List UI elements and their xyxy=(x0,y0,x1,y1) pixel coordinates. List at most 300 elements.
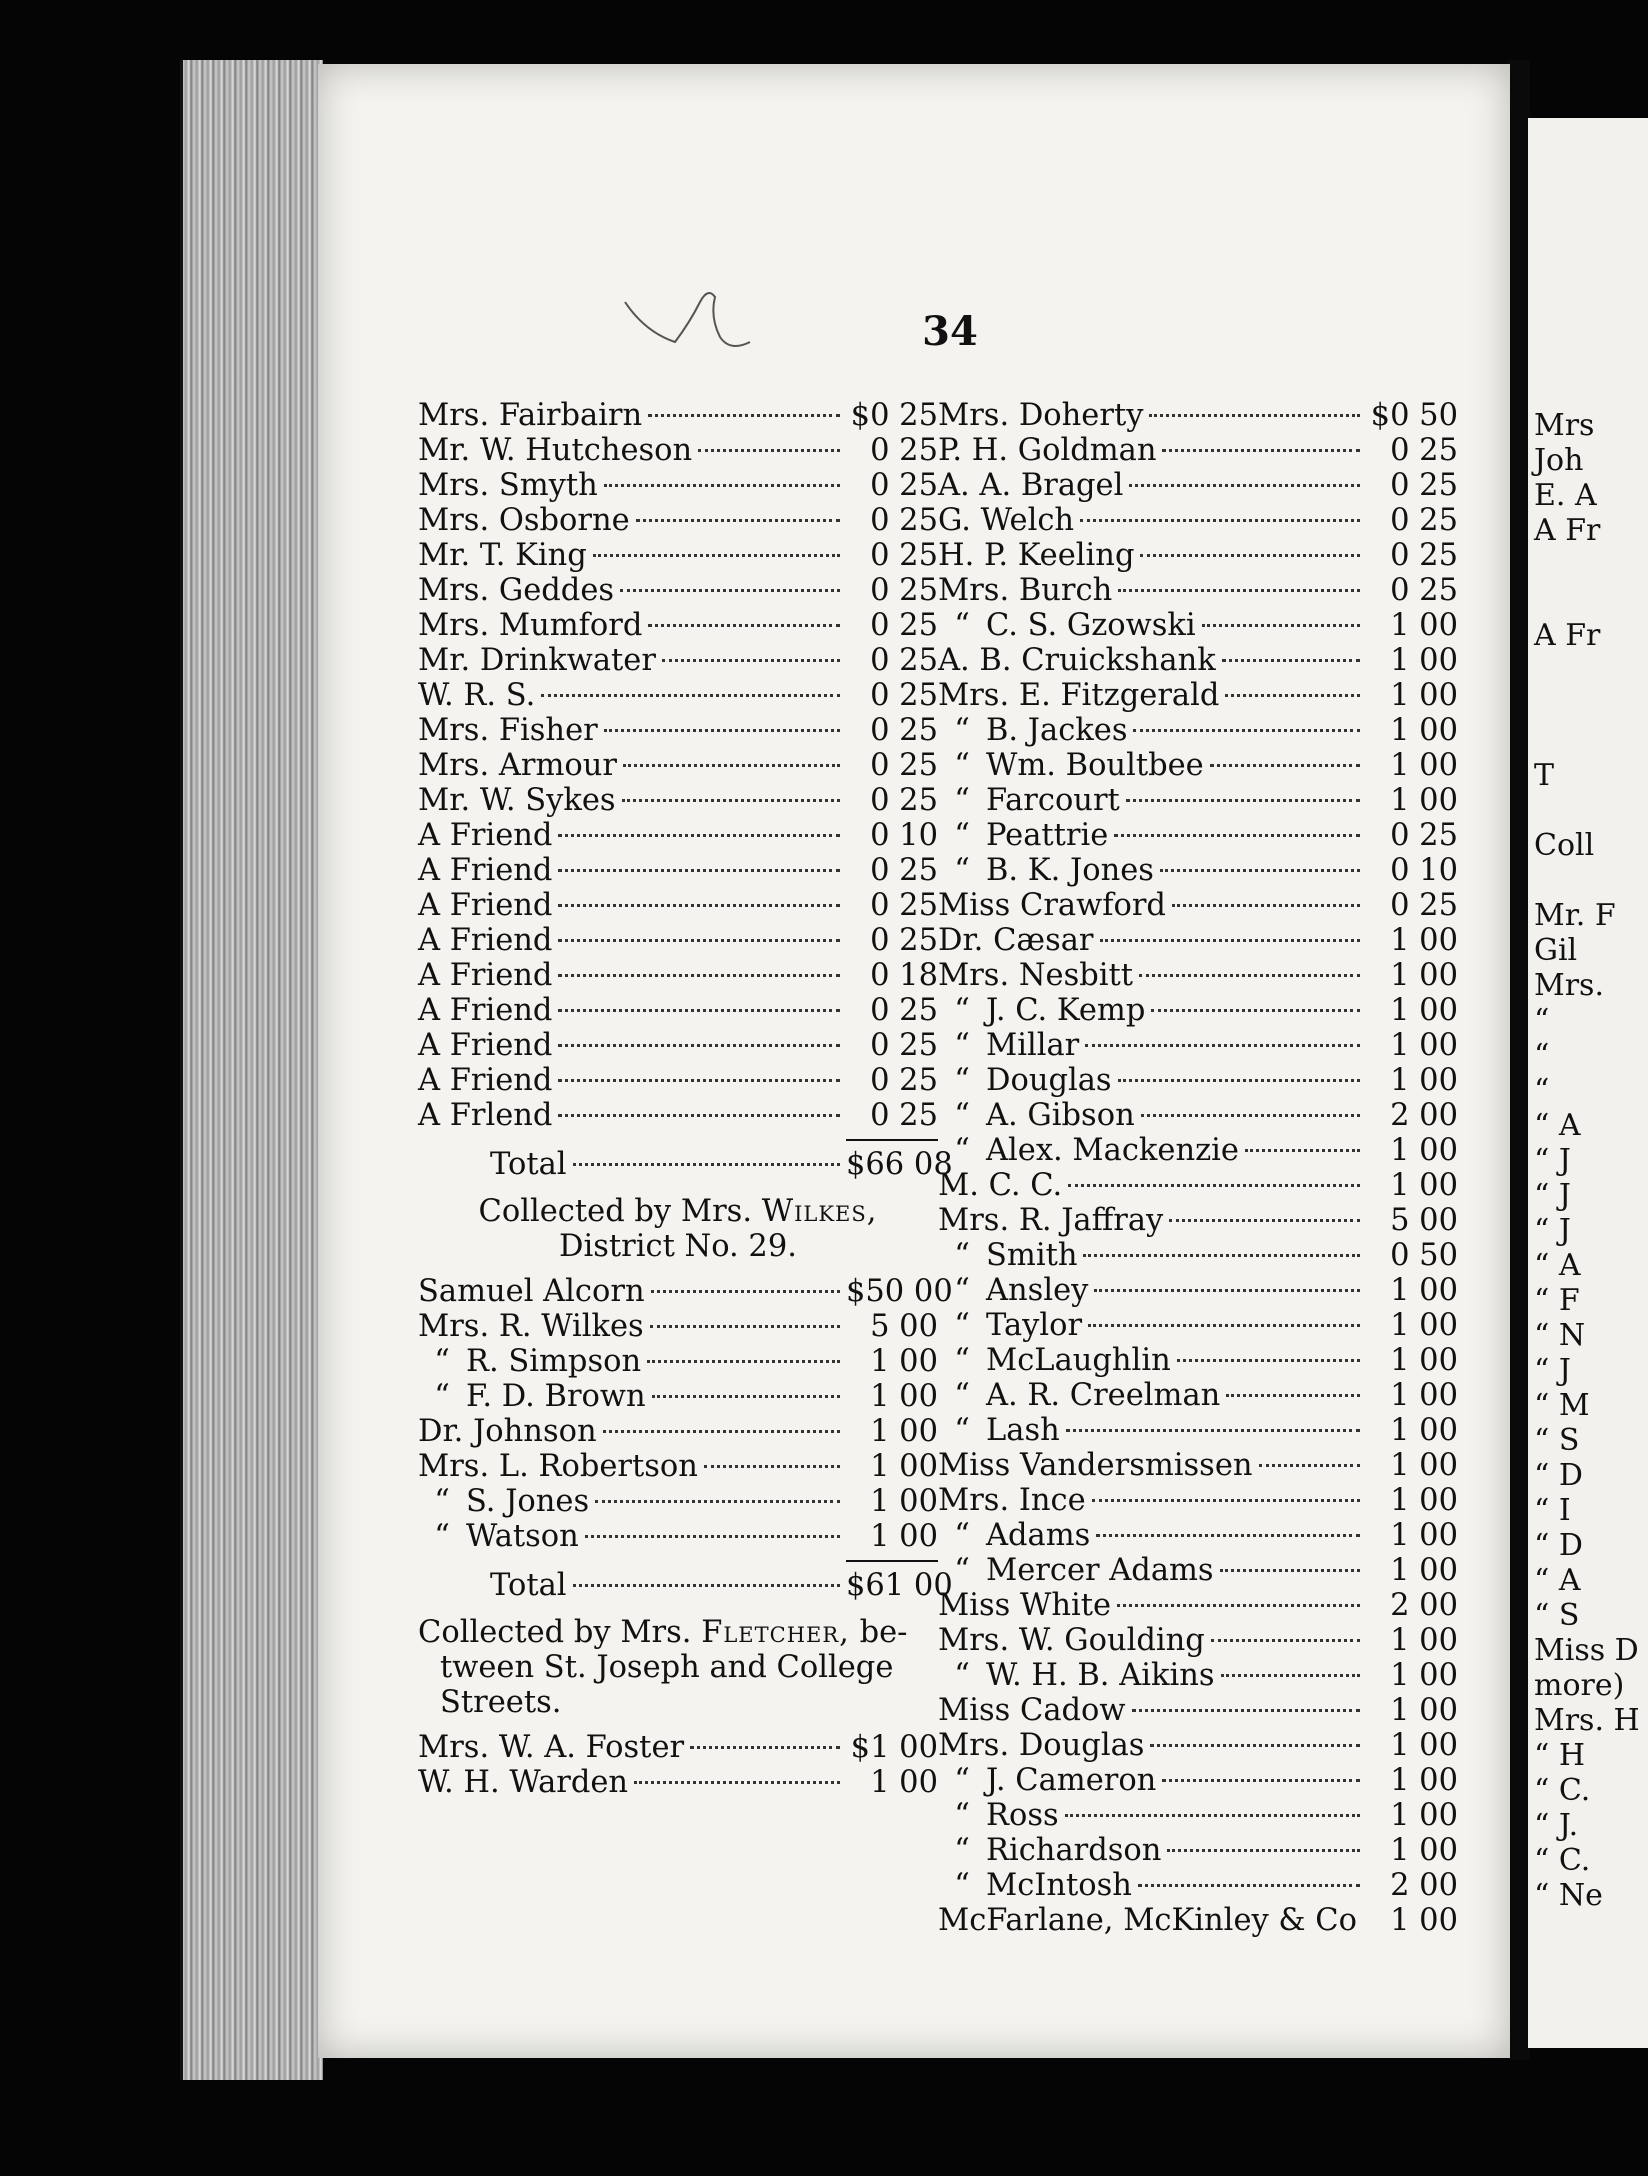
facing-page-line xyxy=(1528,653,1648,688)
entry-row xyxy=(938,1658,1458,1693)
entry-row xyxy=(418,433,938,468)
leader-dots xyxy=(541,694,840,697)
donation-amount: 0 25 xyxy=(870,783,938,818)
total-amount: $61 00 xyxy=(846,1568,953,1603)
donor-name: Mrs. Geddes xyxy=(418,573,615,608)
fletcher-list xyxy=(418,1730,938,1800)
donation-amount: 0 25 xyxy=(870,643,938,678)
donation-amount: 1 00 xyxy=(870,1414,938,1449)
donation-amount: 1 00 xyxy=(1390,1903,1458,1938)
ditto-mark: “ xyxy=(954,1028,970,1063)
entry-row xyxy=(938,1413,1458,1448)
donor-name: Dr. Johnson xyxy=(418,1414,597,1449)
ditto-mark: “ xyxy=(954,993,970,1028)
donor-name: Millar xyxy=(986,1028,1080,1063)
ditto-mark: “ xyxy=(954,1273,970,1308)
donation-amount: 0 18 xyxy=(870,958,938,993)
leader-dots xyxy=(558,1079,840,1082)
donation-amount: 1 00 xyxy=(1390,643,1458,678)
entry-row xyxy=(938,1588,1458,1623)
entry-row xyxy=(938,538,1458,573)
leader-dots xyxy=(1117,1604,1360,1607)
donor-name: Miss Cadow xyxy=(938,1693,1126,1728)
donor-name: A Friend xyxy=(418,1028,553,1063)
donation-amount: 1 00 xyxy=(1390,1343,1458,1378)
donor-name: A Friend xyxy=(418,923,553,958)
entry-row xyxy=(938,1028,1458,1063)
donation-amount: 1 00 xyxy=(870,1379,938,1414)
donation-amount: 1 00 xyxy=(1390,1693,1458,1728)
book-gutter xyxy=(1508,60,1530,2060)
facing-page-line: “ J xyxy=(1534,1143,1571,1178)
section-heading-wilkes xyxy=(418,1182,938,1274)
leader-dots xyxy=(1118,589,1360,592)
facing-page-line: “ Ne xyxy=(1534,1878,1603,1913)
leader-dots xyxy=(1140,554,1360,557)
leader-dots xyxy=(558,1009,840,1012)
donor-name: Ross xyxy=(986,1798,1059,1833)
ditto-mark: “ xyxy=(954,1063,970,1098)
entry-row xyxy=(418,1028,938,1063)
donor-name: Mrs. R. Wilkes xyxy=(418,1309,644,1344)
entry-row xyxy=(938,1133,1458,1168)
entry-row xyxy=(938,643,1458,678)
facing-page-line xyxy=(1528,793,1648,828)
leader-dots xyxy=(651,1290,840,1293)
donation-amount: 0 25 xyxy=(1390,503,1458,538)
entry-row xyxy=(418,818,938,853)
entry-row xyxy=(418,1309,938,1344)
leader-dots xyxy=(593,554,840,557)
ditto-mark: “ xyxy=(954,748,970,783)
leader-dots xyxy=(1162,1779,1360,1782)
facing-page-line: “ F xyxy=(1534,1283,1580,1318)
facing-page-line xyxy=(1528,688,1648,723)
entry-row xyxy=(938,1098,1458,1133)
leader-dots xyxy=(1126,799,1360,802)
ditto-mark: “ xyxy=(434,1519,450,1554)
total-row-1 xyxy=(418,1147,953,1182)
leader-dots xyxy=(1094,1289,1360,1292)
entry-row xyxy=(938,468,1458,503)
facing-page-line: “ C. xyxy=(1534,1843,1591,1878)
donor-name: C. S. Gzowski xyxy=(986,608,1196,643)
entry-row xyxy=(418,1344,938,1379)
heading-collector-name: Wilkes, xyxy=(761,1194,878,1229)
donation-amount: 0 25 xyxy=(1390,468,1458,503)
leader-dots xyxy=(698,449,840,452)
donor-name: Mrs. Osborne xyxy=(418,503,630,538)
donation-amount: 0 25 xyxy=(870,503,938,538)
donation-amount: 1 00 xyxy=(1390,1728,1458,1763)
entry-row xyxy=(418,1730,938,1765)
leader-dots xyxy=(1202,624,1360,627)
entry-row xyxy=(938,1763,1458,1798)
ditto-mark: “ xyxy=(954,1763,970,1798)
leader-dots xyxy=(595,1500,840,1503)
entry-row xyxy=(938,398,1458,433)
facing-page-line: “ C. xyxy=(1534,1773,1591,1808)
donation-amount: 1 00 xyxy=(1390,713,1458,748)
entry-row xyxy=(938,748,1458,783)
section-heading-fletcher xyxy=(418,1603,938,1730)
leader-dots xyxy=(1100,939,1361,942)
donation-amount: 2 00 xyxy=(1390,1098,1458,1133)
ditto-mark: “ xyxy=(954,1798,970,1833)
entry-row xyxy=(418,1274,953,1309)
entry-row xyxy=(938,678,1458,713)
leader-dots xyxy=(1083,1254,1360,1257)
donation-amount: 1 00 xyxy=(1390,1658,1458,1693)
donation-amount: 1 00 xyxy=(1390,1063,1458,1098)
donor-name: A. A. Bragel xyxy=(938,468,1124,503)
donation-amount: 0 25 xyxy=(1390,433,1458,468)
entry-row xyxy=(938,1833,1458,1868)
leader-dots xyxy=(558,834,840,837)
entry-row xyxy=(938,713,1458,748)
leader-dots xyxy=(1222,659,1360,662)
total-row-2 xyxy=(418,1568,953,1603)
donation-amount: 1 00 xyxy=(1390,1168,1458,1203)
donor-name: Mrs. Smyth xyxy=(418,468,598,503)
donation-amount: 0 25 xyxy=(1390,818,1458,853)
donation-amount: 1 00 xyxy=(1390,958,1458,993)
entry-row xyxy=(938,1518,1458,1553)
donation-amount: 1 00 xyxy=(870,1519,938,1554)
leader-dots xyxy=(1172,904,1360,907)
donor-name: F. D. Brown xyxy=(466,1379,646,1414)
donor-name: Mr. W. Hutcheson xyxy=(418,433,693,468)
ditto-mark: “ xyxy=(954,713,970,748)
heading-text: Streets. xyxy=(440,1685,562,1720)
facing-page-line: “ A xyxy=(1534,1108,1581,1143)
facing-page-line xyxy=(1528,583,1648,618)
facing-page-line: “ S xyxy=(1534,1423,1580,1458)
donor-name: P. H. Goldman xyxy=(938,433,1157,468)
donation-amount: 0 25 xyxy=(870,923,938,958)
donor-name: W. H. Warden xyxy=(418,1765,629,1800)
donor-name: Richardson xyxy=(986,1833,1162,1868)
entry-row xyxy=(418,783,938,818)
entry-row xyxy=(418,1449,938,1484)
donation-amount: $0 25 xyxy=(850,398,938,433)
donation-amount: $50 00 xyxy=(846,1274,953,1309)
donor-name: Mrs. Fisher xyxy=(418,713,598,748)
entry-row xyxy=(418,1098,938,1133)
leader-dots xyxy=(558,1044,840,1047)
entry-row xyxy=(418,1765,938,1800)
facing-page-line: Mrs xyxy=(1534,408,1595,443)
donation-amount: 5 00 xyxy=(870,1309,938,1344)
donation-amount: 1 00 xyxy=(1390,1273,1458,1308)
donor-name: Wm. Boultbee xyxy=(986,748,1204,783)
entry-row xyxy=(418,503,938,538)
donation-amount: 1 00 xyxy=(1390,1378,1458,1413)
donor-name: G. Welch xyxy=(938,503,1075,538)
entry-row xyxy=(418,888,938,923)
leader-dots xyxy=(1259,1464,1360,1467)
donor-name: Adams xyxy=(986,1518,1091,1553)
donor-name: J. C. Kemp xyxy=(986,993,1146,1028)
entry-row xyxy=(938,503,1458,538)
donation-amount: 0 25 xyxy=(870,573,938,608)
donor-name: Lash xyxy=(986,1413,1060,1448)
facing-page-line: more) xyxy=(1534,1668,1625,1703)
donation-amount: 1 00 xyxy=(1390,923,1458,958)
donor-name: Mrs. Douglas xyxy=(938,1728,1145,1763)
facing-page-line: E. A xyxy=(1534,478,1597,513)
entry-row xyxy=(938,888,1458,923)
donation-amount: 1 00 xyxy=(870,1449,938,1484)
leader-dots xyxy=(1138,1884,1360,1887)
donor-name: A Friend xyxy=(418,818,553,853)
donor-name: Mr. T. King xyxy=(418,538,587,573)
donation-amount: 1 00 xyxy=(870,1344,938,1379)
donor-name: Taylor xyxy=(986,1308,1083,1343)
donation-amount: 0 25 xyxy=(870,853,938,888)
donor-name: A Frlend xyxy=(418,1098,553,1133)
donor-name: Mrs. E. Fitzgerald xyxy=(938,678,1220,713)
donation-amount: 2 00 xyxy=(1390,1868,1458,1903)
donor-name: Mr. W. Sykes xyxy=(418,783,616,818)
donation-amount: 1 00 xyxy=(1390,993,1458,1028)
leader-dots xyxy=(1088,1324,1360,1327)
right-list xyxy=(938,398,1458,1938)
leader-dots xyxy=(1167,1849,1360,1852)
facing-page-line: “ H xyxy=(1534,1738,1586,1773)
donation-amount: 1 00 xyxy=(1390,1483,1458,1518)
donor-name: B. Jackes xyxy=(986,713,1128,748)
left-list-top xyxy=(418,398,938,1133)
donation-amount: 1 00 xyxy=(1390,1133,1458,1168)
entry-row xyxy=(418,748,938,783)
entry-row xyxy=(418,1063,938,1098)
donation-amount: 0 25 xyxy=(1390,538,1458,573)
donation-amount: 0 25 xyxy=(1390,573,1458,608)
leader-dots xyxy=(1129,484,1360,487)
donation-amount: 0 10 xyxy=(1390,853,1458,888)
entry-row xyxy=(938,1553,1458,1588)
donation-amount: 0 25 xyxy=(870,608,938,643)
entry-row xyxy=(938,608,1458,643)
leader-dots xyxy=(648,624,840,627)
total-label: Total xyxy=(490,1147,567,1182)
entry-row xyxy=(938,1868,1458,1903)
leader-dots xyxy=(1225,694,1360,697)
heading-district: District No. 29. xyxy=(559,1229,797,1264)
leader-dots xyxy=(603,1430,840,1433)
donor-name: Peattrie xyxy=(986,818,1109,853)
leader-dots xyxy=(604,484,840,487)
entry-row xyxy=(418,1519,938,1554)
entry-row xyxy=(938,923,1458,958)
entry-row xyxy=(938,1168,1458,1203)
donation-amount: 1 00 xyxy=(1390,783,1458,818)
donation-amount: $1 00 xyxy=(850,1730,938,1765)
entry-row xyxy=(938,573,1458,608)
leader-dots xyxy=(1080,519,1360,522)
ditto-mark: “ xyxy=(954,1658,970,1693)
donor-name: H. P. Keeling xyxy=(938,538,1135,573)
facing-page-line: Mr. F xyxy=(1534,898,1616,933)
entry-row xyxy=(938,1378,1458,1413)
entry-row xyxy=(938,1903,1458,1938)
ditto-mark: “ xyxy=(954,1308,970,1343)
entry-row xyxy=(938,818,1458,853)
donor-name: B. K. Jones xyxy=(986,853,1154,888)
leader-dots xyxy=(1132,1709,1361,1712)
donation-amount: 1 00 xyxy=(1390,1553,1458,1588)
entry-row xyxy=(938,1343,1458,1378)
donor-name: McFarlane, McKinley & Co xyxy=(938,1903,1357,1938)
leader-dots xyxy=(647,1360,840,1363)
entry-row xyxy=(418,608,938,643)
entry-row xyxy=(938,993,1458,1028)
entry-row xyxy=(418,1484,938,1519)
leader-dots xyxy=(636,519,840,522)
donor-name: Douglas xyxy=(986,1063,1112,1098)
entry-row xyxy=(938,1238,1458,1273)
ditto-mark: “ xyxy=(954,1098,970,1133)
leader-dots xyxy=(1118,1079,1360,1082)
donor-name: W. R. S. xyxy=(418,678,536,713)
facing-page-line: A Fr xyxy=(1534,618,1601,653)
donor-name: A Friend xyxy=(418,888,553,923)
donor-name: Samuel Alcorn xyxy=(418,1274,645,1309)
entry-row xyxy=(418,538,938,573)
donor-name: A Friend xyxy=(418,853,553,888)
leader-dots xyxy=(1151,1009,1360,1012)
facing-page-line: “ I xyxy=(1534,1493,1571,1528)
page-number: 34 xyxy=(922,308,978,355)
entry-row xyxy=(418,713,938,748)
donor-name: Dr. Cæsar xyxy=(938,923,1094,958)
facing-page-line: “ S xyxy=(1534,1598,1580,1633)
facing-page-line: “ xyxy=(1534,1038,1550,1073)
leader-dots xyxy=(1221,1674,1360,1677)
donation-amount: 1 00 xyxy=(1390,1833,1458,1868)
facing-page-line: Mrs. H xyxy=(1534,1703,1640,1738)
donation-amount: 1 00 xyxy=(1390,678,1458,713)
donation-amount: 0 25 xyxy=(870,678,938,713)
entry-row xyxy=(418,678,938,713)
facing-page-line: “ D xyxy=(1534,1528,1583,1563)
leader-dots xyxy=(1169,1219,1360,1222)
facing-page-line: “ J xyxy=(1534,1213,1571,1248)
donor-name: Mrs. Mumford xyxy=(418,608,643,643)
entry-row xyxy=(938,853,1458,888)
donation-amount: 5 00 xyxy=(1390,1203,1458,1238)
heading-text: Collected by Mrs. xyxy=(418,1615,692,1650)
donor-name: A Friend xyxy=(418,958,553,993)
leader-dots xyxy=(1065,1814,1360,1817)
donor-name: McLaughlin xyxy=(986,1343,1171,1378)
total-rule xyxy=(418,1133,938,1147)
donation-amount: 1 00 xyxy=(870,1484,938,1519)
leader-dots xyxy=(623,764,840,767)
ditto-mark: “ xyxy=(434,1484,450,1519)
donation-amount: 0 25 xyxy=(870,748,938,783)
donation-amount: 1 00 xyxy=(1390,748,1458,783)
donation-amount: 0 25 xyxy=(870,433,938,468)
leader-dots xyxy=(662,659,840,662)
donor-name: M. C. C. xyxy=(938,1168,1063,1203)
donor-name: Miss Vandersmissen xyxy=(938,1448,1253,1483)
facing-page-line: “ A xyxy=(1534,1563,1581,1598)
donation-amount: 1 00 xyxy=(1390,1308,1458,1343)
facing-page-line: “ D xyxy=(1534,1458,1583,1493)
right-column xyxy=(938,398,1458,1938)
donor-name: Farcourt xyxy=(986,783,1120,818)
entry-row xyxy=(418,853,938,888)
donation-amount: 0 25 xyxy=(1390,888,1458,923)
donor-name: Alex. Mackenzie xyxy=(986,1133,1239,1168)
ditto-mark: “ xyxy=(434,1344,450,1379)
entry-row xyxy=(938,433,1458,468)
donor-name: A. B. Cruickshank xyxy=(938,643,1216,678)
donor-name: McIntosh xyxy=(986,1868,1132,1903)
entry-row xyxy=(938,1623,1458,1658)
leader-dots xyxy=(558,904,840,907)
ditto-mark: “ xyxy=(954,608,970,643)
donor-name: Mrs. Nesbitt xyxy=(938,958,1134,993)
facing-page-line: Miss D xyxy=(1534,1633,1639,1668)
donor-name: J. Cameron xyxy=(986,1763,1157,1798)
entry-row xyxy=(938,783,1458,818)
leader-dots xyxy=(1114,834,1360,837)
ditto-mark: “ xyxy=(434,1379,450,1414)
leader-dots xyxy=(704,1465,840,1468)
donation-amount: 0 25 xyxy=(870,888,938,923)
donation-amount: 1 00 xyxy=(870,1765,938,1800)
entry-row xyxy=(938,1308,1458,1343)
entry-row xyxy=(938,1798,1458,1833)
leader-dots xyxy=(634,1781,840,1784)
book-page-edges xyxy=(180,60,323,2080)
entry-row xyxy=(418,1414,938,1449)
leader-dots xyxy=(690,1746,840,1749)
facing-page-line: A Fr xyxy=(1534,513,1601,548)
donor-name: S. Jones xyxy=(466,1484,590,1519)
facing-page-line xyxy=(1528,723,1648,758)
leader-dots xyxy=(1162,449,1360,452)
donor-name: A Friend xyxy=(418,993,553,1028)
facing-page-fragment xyxy=(1528,118,1648,2048)
facing-page-line: Gil xyxy=(1534,933,1578,968)
leader-dots xyxy=(604,729,840,732)
heading-collector-name: Fletcher, xyxy=(701,1615,850,1650)
ditto-mark: “ xyxy=(954,1868,970,1903)
ditto-mark: “ xyxy=(954,1413,970,1448)
entry-row xyxy=(938,1273,1458,1308)
entry-row xyxy=(938,1693,1458,1728)
leader-dots xyxy=(1149,414,1360,417)
left-column xyxy=(418,398,953,1800)
entry-row xyxy=(938,1728,1458,1763)
leader-dots xyxy=(573,1163,840,1166)
donation-amount: 1 00 xyxy=(1390,1623,1458,1658)
facing-page-line xyxy=(1528,863,1648,898)
leader-dots xyxy=(620,589,840,592)
leader-dots xyxy=(652,1395,840,1398)
ditto-mark: “ xyxy=(954,853,970,888)
donor-name: Mrs. L. Robertson xyxy=(418,1449,698,1484)
leader-dots xyxy=(1211,1639,1360,1642)
entry-row xyxy=(418,398,938,433)
facing-page-line: T xyxy=(1534,758,1555,793)
donation-amount: 0 25 xyxy=(870,468,938,503)
leader-dots xyxy=(1226,1394,1360,1397)
